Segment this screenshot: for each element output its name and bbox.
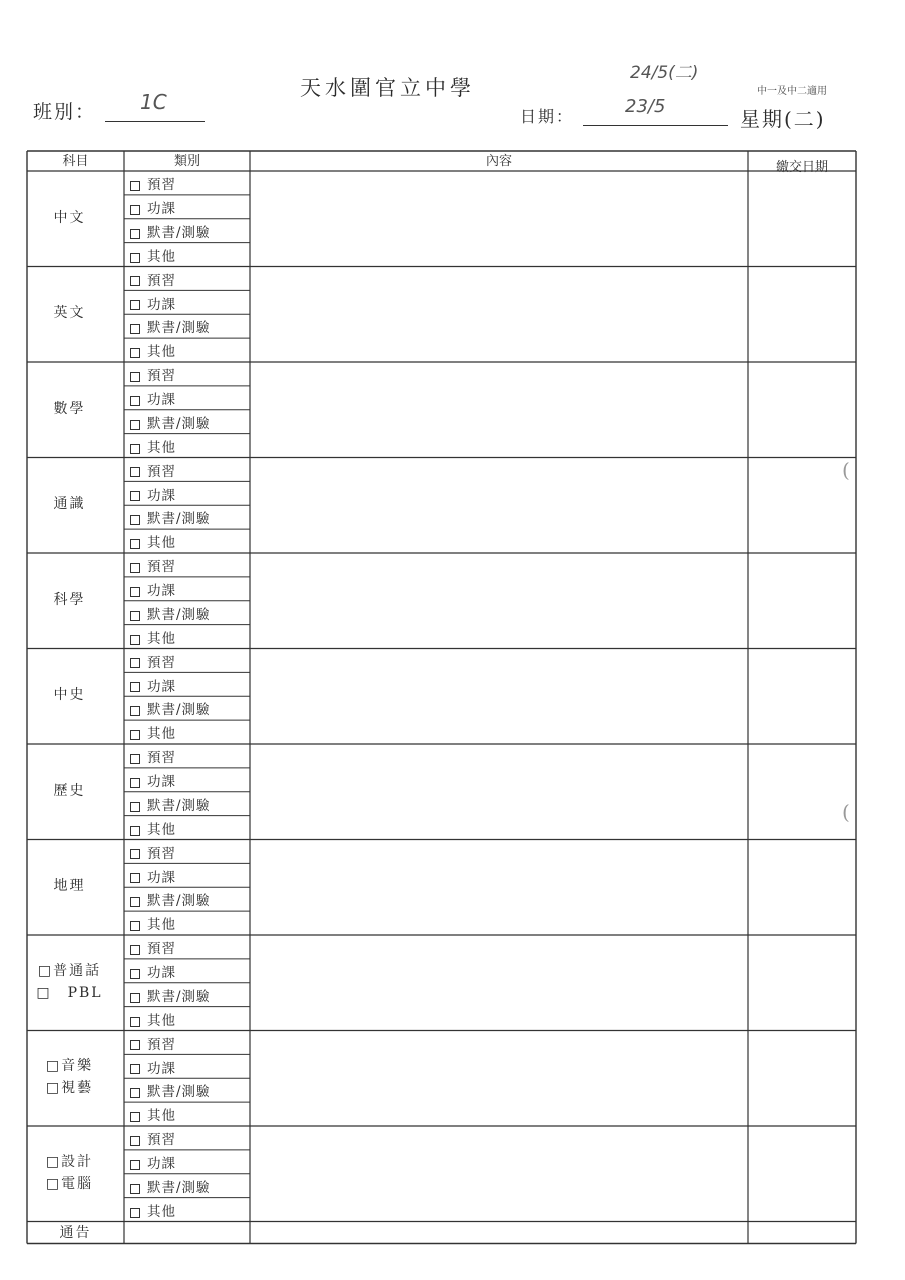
category-item xyxy=(130,1036,248,1056)
checkbox[interactable] xyxy=(130,467,140,477)
category-label: 默書/測驗 xyxy=(147,988,211,1005)
subject-label: □普通話 xyxy=(37,962,102,979)
category-item xyxy=(130,463,248,483)
scan-edge-mark: ( xyxy=(842,458,850,482)
checkbox[interactable] xyxy=(130,897,140,907)
category-item xyxy=(130,677,248,697)
category-label: 默書/測驗 xyxy=(147,893,211,910)
subject-label: 英文 xyxy=(53,305,86,322)
checkbox[interactable] xyxy=(130,372,140,382)
category-item xyxy=(130,1107,248,1127)
subject-label: 數學 xyxy=(53,400,86,417)
category-label: 功課 xyxy=(147,1060,176,1077)
category-label: 默書/測驗 xyxy=(147,702,211,719)
category-item xyxy=(130,868,248,888)
checkbox[interactable] xyxy=(130,1040,140,1050)
date-label: 日期： xyxy=(520,107,575,126)
subject-label: 地理 xyxy=(53,878,86,895)
subject-label: □ PBL xyxy=(36,984,103,1001)
category-label: 其他 xyxy=(147,344,176,361)
checkbox[interactable] xyxy=(130,300,140,310)
category-label: 默書/測驗 xyxy=(147,606,211,623)
category-label: 默書/測驗 xyxy=(147,1084,211,1101)
checkbox[interactable] xyxy=(130,1064,140,1074)
checkbox[interactable] xyxy=(130,229,140,239)
category-item xyxy=(130,654,248,674)
checkbox[interactable] xyxy=(130,945,140,955)
subject-label: 中史 xyxy=(53,687,86,704)
checkbox[interactable] xyxy=(130,324,140,334)
header-due-date: 繳交日期 xyxy=(775,160,828,175)
category-item xyxy=(130,510,248,530)
category-label: 其他 xyxy=(147,726,176,743)
category-item xyxy=(130,534,248,554)
category-item xyxy=(130,916,248,936)
checkbox[interactable] xyxy=(130,778,140,788)
category-label: 其他 xyxy=(147,630,176,647)
checkbox[interactable] xyxy=(130,1088,140,1098)
category-label: 功課 xyxy=(147,678,176,695)
category-item xyxy=(130,797,248,817)
category-item xyxy=(130,1059,248,1079)
category-item xyxy=(130,176,248,196)
checkbox[interactable] xyxy=(130,587,140,597)
category-item xyxy=(130,845,248,865)
category-label: 其他 xyxy=(147,917,176,934)
category-item xyxy=(130,701,248,721)
checkbox[interactable] xyxy=(130,491,140,501)
category-item xyxy=(130,415,248,435)
category-label: 預習 xyxy=(147,750,176,767)
scan-edge-mark: ( xyxy=(842,800,850,824)
category-label: 預習 xyxy=(147,559,176,576)
header-category: 類別 xyxy=(173,154,200,169)
checkbox[interactable] xyxy=(130,849,140,859)
category-item xyxy=(130,1179,248,1199)
category-item xyxy=(130,1012,248,1032)
subject-label: □電腦 xyxy=(45,1175,94,1192)
checkbox[interactable] xyxy=(130,873,140,883)
checkbox[interactable] xyxy=(130,993,140,1003)
checkbox[interactable] xyxy=(130,921,140,931)
checkbox[interactable] xyxy=(130,706,140,716)
category-label: 預習 xyxy=(147,463,176,480)
category-label: 默書/測驗 xyxy=(147,320,211,337)
category-item xyxy=(130,439,248,459)
checkbox[interactable] xyxy=(130,420,140,430)
category-item xyxy=(130,988,248,1008)
checkbox[interactable] xyxy=(130,658,140,668)
category-label: 其他 xyxy=(147,1012,176,1029)
category-label: 其他 xyxy=(147,439,176,456)
category-item xyxy=(130,773,248,793)
category-label: 預習 xyxy=(147,845,176,862)
category-label: 默書/測驗 xyxy=(147,511,211,528)
category-item xyxy=(130,582,248,602)
category-label: 其他 xyxy=(147,821,176,838)
checkbox[interactable] xyxy=(130,1136,140,1146)
category-label: 功課 xyxy=(147,583,176,600)
checkbox[interactable] xyxy=(130,754,140,764)
category-item xyxy=(130,295,248,315)
category-label: 預習 xyxy=(147,272,176,289)
checkbox[interactable] xyxy=(130,205,140,215)
category-label: 默書/測驗 xyxy=(147,224,211,241)
category-item xyxy=(130,1131,248,1151)
checkbox[interactable] xyxy=(130,276,140,286)
category-label: 功課 xyxy=(147,392,176,409)
category-item xyxy=(130,224,248,244)
category-item xyxy=(130,558,248,578)
category-item xyxy=(130,940,248,960)
category-label: 功課 xyxy=(147,869,176,886)
category-label: 預習 xyxy=(147,1132,176,1149)
category-label: 默書/測驗 xyxy=(147,415,211,432)
category-item xyxy=(130,630,248,650)
checkbox[interactable] xyxy=(130,1208,140,1218)
checkbox[interactable] xyxy=(130,682,140,692)
school-name: 天水圍官立中學 xyxy=(300,76,475,100)
category-label: 預習 xyxy=(147,1036,176,1053)
checkbox[interactable] xyxy=(130,826,140,836)
category-label: 默書/測驗 xyxy=(147,797,211,814)
weekday-label: 星期(二) xyxy=(740,107,826,131)
category-label: 功課 xyxy=(147,201,176,218)
checkbox[interactable] xyxy=(130,253,140,263)
header-content: 內容 xyxy=(485,154,512,169)
category-item xyxy=(130,892,248,912)
category-label: 其他 xyxy=(147,535,176,552)
category-item xyxy=(130,1203,248,1223)
category-label: 預習 xyxy=(147,654,176,671)
category-item xyxy=(130,272,248,292)
checkbox[interactable] xyxy=(130,802,140,812)
category-label: 功課 xyxy=(147,296,176,313)
notice-label: 通告 xyxy=(59,1224,92,1241)
checkbox[interactable] xyxy=(130,969,140,979)
checkbox[interactable] xyxy=(130,1017,140,1027)
class-value: 1C xyxy=(140,90,167,114)
category-label: 默書/測驗 xyxy=(147,1179,211,1196)
category-label: 功課 xyxy=(147,965,176,982)
checkbox[interactable] xyxy=(130,181,140,191)
subject-label: 中文 xyxy=(53,209,86,226)
checkbox[interactable] xyxy=(130,444,140,454)
category-item xyxy=(130,343,248,363)
checkbox[interactable] xyxy=(130,515,140,525)
category-label: 其他 xyxy=(147,1203,176,1220)
category-item xyxy=(130,725,248,745)
category-label: 預習 xyxy=(147,368,176,385)
category-item xyxy=(130,486,248,506)
category-label: 預習 xyxy=(147,941,176,958)
category-item xyxy=(130,821,248,841)
checkbox[interactable] xyxy=(130,563,140,573)
checkbox[interactable] xyxy=(130,1112,140,1122)
subject-label: □設計 xyxy=(45,1153,94,1170)
header-subject: 科目 xyxy=(62,154,89,169)
checkbox[interactable] xyxy=(130,730,140,740)
category-item xyxy=(130,248,248,268)
category-item xyxy=(130,367,248,387)
category-item xyxy=(130,391,248,411)
date-value: 23/5 xyxy=(625,96,666,117)
category-label: 預習 xyxy=(147,177,176,194)
subject-label: □視藝 xyxy=(45,1080,94,1097)
subject-label: 通識 xyxy=(53,496,86,513)
subject-label: □音樂 xyxy=(45,1058,94,1075)
class-label: 班別： xyxy=(33,101,97,123)
category-label: 其他 xyxy=(147,248,176,265)
handwritten-date-note: 24/5(二) xyxy=(630,63,699,83)
applies-to-label: 中一及中二適用 xyxy=(757,86,827,97)
category-item xyxy=(130,1083,248,1103)
checkbox[interactable] xyxy=(130,635,140,645)
category-item xyxy=(130,749,248,769)
checkbox[interactable] xyxy=(130,396,140,406)
category-label: 功課 xyxy=(147,1156,176,1173)
category-item xyxy=(130,964,248,984)
checkbox[interactable] xyxy=(130,1160,140,1170)
subject-label: 科學 xyxy=(53,591,86,608)
checkbox[interactable] xyxy=(130,611,140,621)
category-label: 功課 xyxy=(147,487,176,504)
checkbox[interactable] xyxy=(130,348,140,358)
category-item xyxy=(130,200,248,220)
subject-label: 歷史 xyxy=(53,782,86,799)
category-label: 功課 xyxy=(147,774,176,791)
category-item xyxy=(130,606,248,626)
checkbox[interactable] xyxy=(130,1184,140,1194)
category-item xyxy=(130,319,248,339)
category-label: 其他 xyxy=(147,1108,176,1125)
category-item xyxy=(130,1155,248,1175)
checkbox[interactable] xyxy=(130,539,140,549)
